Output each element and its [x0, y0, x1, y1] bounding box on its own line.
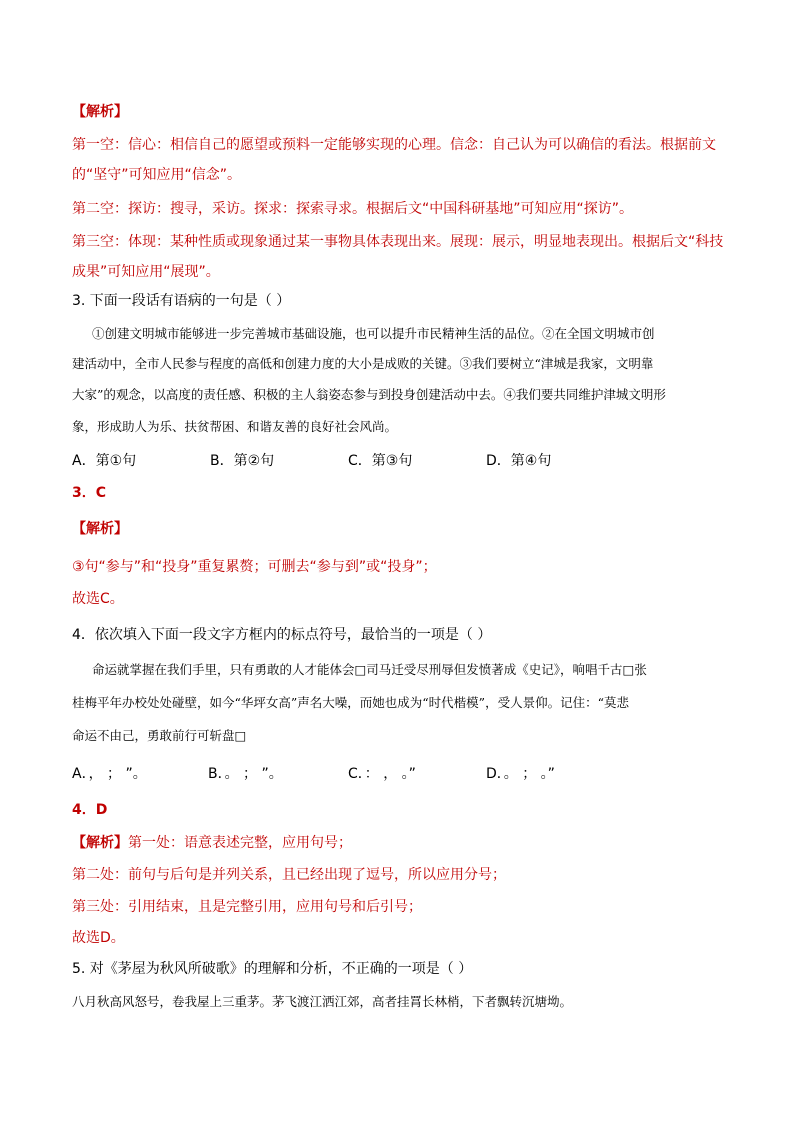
question-4-option-b: B．。 ； ”。	[208, 766, 283, 782]
jiexi-label: 【解析】	[72, 521, 128, 537]
question-3-passage-line: ①创建文明城市能够进一步完善城市基础设施，也可以提升市民精神生活的品位。②在全国文明城市创	[92, 326, 655, 341]
question-4-option-c: C．： ， 。”	[348, 766, 416, 782]
question-3-stem: 3. 下面一段话有语病的一句是（ ）	[72, 293, 291, 309]
question-4-option-d: D．。 ； 。”	[486, 766, 555, 782]
question-4-answer: 4．D	[72, 802, 108, 818]
analysis-line: 第二空：探访：搜寻，采访。探求：探索寻求。根据后文“中国科研基地”可知应用“探访”。	[72, 201, 634, 217]
analysis-line: 成果”可知应用“展现”。	[72, 264, 220, 280]
analysis-line: 第一空：信心：相信自己的愿望或预料一定能够实现的心理。信念：自己认为可以确信的看法。根据前文	[72, 137, 716, 153]
question-4-stem: 4．依次填入下面一段文字方框内的标点符号，最恰当的一项是（ ）	[72, 627, 492, 643]
jiexi-label: 【解析】	[72, 104, 128, 120]
question-4-passage-line: 桂梅平年办校处处碰壁，如今“华坪女高”声名大噪，而她也成为“时代楷模”，受人景仰。记住：“莫悲	[72, 695, 629, 710]
question-3-passage-line: 象，形成助人为乐、扶贫帮困、和谐友善的良好社会风尚。	[72, 419, 398, 434]
question-3-explain-line: ③句“参与”和“投身”重复累赘；可删去“参与到”或“投身”；	[72, 559, 437, 575]
question-4-explain-line: 第一处：语意表述完整，应用句号；	[128, 835, 352, 851]
jiexi-label: 【解析】	[72, 835, 128, 851]
question-4-option-a: A．， ； ”。	[72, 766, 147, 782]
analysis-line: 的“坚守”可知应用“信念”。	[72, 167, 242, 183]
question-4-explain-line: 第二处：前句与后句是并列关系，且已经出现了逗号，所以应用分号；	[72, 867, 506, 883]
question-3-passage-line: 建活动中，全市人民参与程度的高低和创建力度的大小是成败的关键。③我们要树立“津城是我家，文明靠	[72, 356, 654, 371]
question-4-explain-line: 第三处：引用结束，且是完整引用，应用句号和后引号；	[72, 899, 422, 915]
analysis-line: 第三空：体现：某种性质或现象通过某一事物具体表现出来。展现：展示，明显地表现出。根据后文“科技	[72, 234, 724, 250]
question-3-answer: 3．C	[72, 485, 107, 501]
question-4-explain-line: 故选D。	[72, 930, 125, 946]
question-3-explain-line: 故选C。	[72, 591, 124, 607]
question-4-passage-line: 命运不由己，勇敢前行可斩盘□	[72, 728, 247, 743]
question-4-explain-first	[72, 834, 352, 852]
question-5-passage: 八月秋高风怒号，卷我屋上三重茅。茅飞渡江洒江郊，高者挂罥长林梢，下者飘转沉塘坳。	[72, 994, 573, 1009]
question-3-option-a: A．第①句	[72, 453, 137, 469]
question-3-passage-line: 大家”的观念，以高度的责任感、积极的主人翁姿态参与到投身创建活动中去。④我们要共同维护津城文明形	[72, 387, 666, 402]
question-5-stem: 5. 对《茅屋为秋风所破歌》的理解和分析，不正确的一项是（ ）	[72, 961, 473, 977]
question-3-option-c: C．第③句	[348, 453, 413, 469]
question-3-option-d: D．第④句	[486, 453, 552, 469]
question-3-option-b: B．第②句	[210, 453, 275, 469]
question-4-passage-line: 命运就掌握在我们手里，只有勇敢的人才能体会□司马迁受尽刑辱但发愤著成《史记》，响唱千古□张	[92, 662, 647, 677]
